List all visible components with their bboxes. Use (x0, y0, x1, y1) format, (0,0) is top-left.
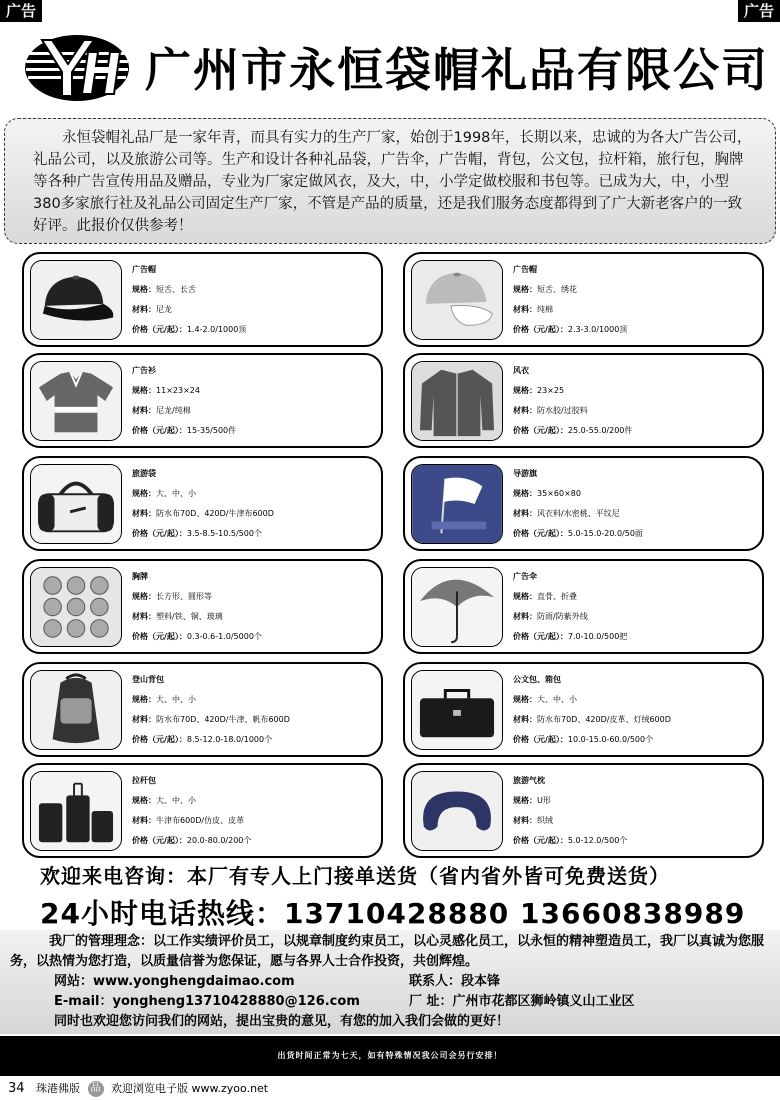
product-material-row (513, 811, 760, 831)
company-name: 广州市永恒袋帽礼品有限公司 (145, 43, 769, 97)
product-material-row (513, 607, 760, 627)
product-card (403, 763, 764, 858)
email-link[interactable]: E-mail：yongheng13710428880@126.com (54, 994, 360, 1009)
product-image (30, 670, 122, 750)
product-spec-row (132, 690, 379, 710)
price-label: 价格（元/起）： (513, 735, 568, 744)
product-image (30, 567, 122, 647)
product-info (132, 260, 379, 340)
product-material-row (513, 300, 760, 320)
footer-site-link[interactable]: www.zyoo.net (191, 1082, 269, 1095)
product-info (513, 567, 760, 647)
product-info (513, 464, 760, 544)
edition-label: 珠港佛版 (36, 1082, 81, 1095)
spec-label: 规格： (132, 489, 156, 498)
material-label: 材料： (132, 816, 156, 825)
spec-label: 规格： (132, 695, 156, 704)
hotline: 24小时电话热线：13710428880 13660838989 (40, 897, 746, 930)
product-spec: 短舌、绣花 (537, 285, 577, 294)
spec-label: 规格： (513, 386, 537, 395)
spec-label: 规格： (513, 285, 537, 294)
material-label: 材料： (132, 406, 156, 415)
product-price: 20.0-80.0/200个 (186, 836, 252, 845)
product-spec: 23×25 (537, 386, 565, 395)
material-label: 材料： (132, 715, 156, 724)
price-label: 价格（元/起）： (132, 529, 187, 538)
product-material: 防水布70D、420D/牛津布600D (156, 509, 274, 518)
spec-label: 规格： (513, 489, 537, 498)
product-price: 10.0-15.0-60.0/500个 (567, 735, 654, 744)
guide-flag-icon (412, 465, 502, 543)
product-material: 尼龙/纯棉 (156, 406, 191, 415)
product-price: 8.5-12.0-18.0/1000个 (186, 735, 273, 744)
product-name: 广告伞 (513, 572, 537, 581)
contact-person: 联系人：段本锋 (409, 974, 501, 989)
product-price: 5.0-15.0-20.0/50面 (567, 529, 643, 538)
product-material-row (132, 811, 379, 831)
product-spec-row (132, 484, 379, 504)
material-label: 材料： (513, 305, 537, 314)
product-spec-row (513, 791, 760, 811)
management-philosophy (0, 930, 780, 1034)
product-spec-row (132, 381, 379, 401)
product-spec-row (513, 280, 760, 300)
product-price-row (132, 320, 379, 340)
product-material: 防水胶/过胶料 (537, 406, 588, 415)
product-price: 7.0-10.0/500把 (567, 632, 628, 641)
product-price-row (132, 421, 379, 441)
product-price-row (132, 730, 379, 750)
product-info (513, 260, 760, 340)
price-label: 价格（元/起）： (513, 632, 568, 641)
company-intro (4, 118, 776, 244)
product-material: 织绒 (537, 816, 553, 825)
product-spec: U形 (537, 796, 551, 805)
product-material: 风衣料/水密桃、平纹尼 (537, 509, 620, 518)
product-card (22, 353, 383, 448)
product-price: 25.0-55.0/200件 (567, 426, 633, 435)
product-spec-row (132, 791, 379, 811)
product-info (132, 771, 379, 851)
product-price: 5.0-12.0/500个 (567, 836, 628, 845)
contact-line: 欢迎来电咨询：本厂有专人上门接单送货（省内省外皆可免费送货） (40, 864, 670, 888)
badges-icon (31, 568, 121, 646)
product-material: 塑料/铁、铜、玻璃 (156, 612, 223, 621)
product-image (411, 361, 503, 441)
product-card (22, 559, 383, 654)
intro-text: 永恒袋帽礼品厂是一家年青，而具有实力的生产厂家，始创于1998年，长期以来，忠诚的为各大广告公司，礼品公司，以及旅游公司等。生产和设计各种礼品袋，广告伞，广告帽，背包，公文包，拉杆箱，旅行包，胸牌等各种广告宣传用品及赠品，专业为厂家定做风衣，及大，中，小学定做校服和书包等。已成为大，中，小型380多家旅行社及礼品公司固定生产厂家，不管是产品的质量，还是我们服务态度都得到了广大新老客户的一致好评。此报价仅供参考！ (33, 130, 752, 234)
cap-dark-icon (31, 261, 121, 339)
neck-pillow-icon (412, 772, 502, 850)
product-price-row (513, 627, 760, 647)
product-image (30, 260, 122, 340)
philosophy-text: 我厂的管理理念：以工作实绩评价员工，以规章制度约束员工，以心灵感化员工，以永恒的精神塑造员工，我厂以真诚为您服务，以热情为您打造，以质量信誉为您保证，愿与各界人士合作投资，共创辉煌。 (10, 934, 765, 969)
backpack-icon (31, 671, 121, 749)
product-card (403, 252, 764, 347)
product-name: 旅游气枕 (513, 776, 545, 785)
product-spec-row (513, 381, 760, 401)
price-label: 价格（元/起）： (513, 529, 568, 538)
product-material: 防水布70D、420D/皮革、灯绒600D (537, 715, 671, 724)
polo-shirt-icon (31, 362, 121, 440)
product-price-row (513, 320, 760, 340)
material-label: 材料： (132, 509, 156, 518)
product-spec: 大、中、小 (156, 796, 196, 805)
material-label: 材料： (513, 715, 537, 724)
company-logo (22, 32, 132, 104)
product-material-row (513, 710, 760, 730)
product-price: 15-35/500件 (186, 426, 237, 435)
product-spec-row (132, 280, 379, 300)
product-spec: 11×23×24 (156, 386, 200, 395)
windbreaker-icon (412, 362, 502, 440)
umbrella-icon (412, 568, 502, 646)
price-label: 价格（元/起）： (132, 735, 187, 744)
material-label: 材料： (132, 612, 156, 621)
product-spec: 短舌、长舌 (156, 285, 196, 294)
material-label: 材料： (513, 406, 537, 415)
product-price: 0.3-0.6-1.0/5000个 (186, 632, 262, 641)
product-price-row (132, 831, 379, 851)
page-footer (0, 1078, 780, 1100)
shipping-banner: 出货时间正常为七天，如有特殊情况我公司会另行安排！ (0, 1036, 780, 1076)
product-spec-row (513, 484, 760, 504)
product-material: 尼龙 (156, 305, 172, 314)
product-spec: 大、中、小 (537, 695, 577, 704)
material-label: 材料： (513, 509, 537, 518)
price-label: 价格（元/起）： (513, 426, 568, 435)
product-material: 纯棉 (537, 305, 553, 314)
product-name: 拉杆包 (132, 776, 156, 785)
product-material-row (513, 401, 760, 421)
product-name: 胸牌 (132, 572, 148, 581)
product-card (22, 252, 383, 347)
product-image (30, 464, 122, 544)
page-number: 34 (8, 1081, 25, 1096)
product-image (411, 260, 503, 340)
product-material: 牛津布600D/仿皮、皮革 (156, 816, 245, 825)
product-price-row (132, 524, 379, 544)
spec-label: 规格： (513, 695, 537, 704)
product-material-row (132, 401, 379, 421)
product-material-row (513, 504, 760, 524)
product-material-row (132, 607, 379, 627)
address: 厂 址：广州市花都区狮岭镇义山工业区 (409, 994, 635, 1009)
product-name: 旅游袋 (132, 469, 156, 478)
product-name: 广告帽 (513, 265, 537, 274)
spec-label: 规格： (132, 592, 156, 601)
spec-label: 规格： (513, 592, 537, 601)
travel-bag-icon (31, 465, 121, 543)
product-price: 2.3-3.0/1000顶 (567, 325, 628, 334)
product-material-row (132, 710, 379, 730)
product-spec: 大、中、小 (156, 695, 196, 704)
product-info (513, 771, 760, 851)
product-card (22, 763, 383, 858)
yh-logo-icon (22, 32, 132, 104)
product-image (411, 670, 503, 750)
product-price-row (132, 627, 379, 647)
price-label: 价格（元/起）： (132, 325, 187, 334)
product-card (403, 662, 764, 757)
product-image (30, 771, 122, 851)
product-card (403, 456, 764, 551)
welcome-text: 同时也欢迎您访问我们的网站，提出宝贵的意见，有您的加入我们会做的更好！ (54, 1014, 510, 1029)
ad-tag-left: 广告 (0, 0, 42, 22)
product-spec: 35×60×80 (537, 489, 581, 498)
product-price: 1.4-2.0/1000顶 (186, 325, 247, 334)
price-label: 价格（元/起）： (513, 325, 568, 334)
product-material: 防雨/防紫外线 (537, 612, 588, 621)
product-image (411, 771, 503, 851)
product-card (22, 662, 383, 757)
product-image (411, 464, 503, 544)
spec-label: 规格： (132, 386, 156, 395)
product-info (132, 361, 379, 441)
product-spec: 直骨、折叠 (537, 592, 577, 601)
product-info (132, 464, 379, 544)
price-label: 价格（元/起）： (132, 426, 187, 435)
product-name: 广告帽 (132, 265, 156, 274)
spec-label: 规格： (132, 796, 156, 805)
product-price-row (513, 831, 760, 851)
spec-label: 规格： (513, 796, 537, 805)
product-card (403, 353, 764, 448)
briefcase-icon (412, 671, 502, 749)
product-price-row (513, 730, 760, 750)
product-info (513, 670, 760, 750)
website-link[interactable]: 网站：www.yonghengdaimao.com (54, 974, 295, 989)
product-name: 广告衫 (132, 366, 156, 375)
price-label: 价格（元/起）： (513, 836, 568, 845)
header (0, 22, 780, 112)
ad-tag-right: 广告 (738, 0, 780, 22)
price-label: 价格（元/起）： (132, 632, 187, 641)
spec-label: 规格： (132, 285, 156, 294)
product-name: 导游旗 (513, 469, 537, 478)
product-info (132, 567, 379, 647)
product-card (403, 559, 764, 654)
product-spec-row (513, 587, 760, 607)
product-price: 3.5-8.5-10.5/500个 (186, 529, 262, 538)
product-card (22, 456, 383, 551)
product-name: 风衣 (513, 366, 529, 375)
product-image (411, 567, 503, 647)
product-info (513, 361, 760, 441)
product-spec: 长方形、圆形等 (156, 592, 212, 601)
product-image (30, 361, 122, 441)
product-spec: 大、中、小 (156, 489, 196, 498)
product-price-row (513, 524, 760, 544)
publisher-logo-icon: 品 (88, 1081, 104, 1097)
browse-label: 欢迎浏览电子版 (111, 1082, 189, 1095)
product-material-row (132, 300, 379, 320)
product-spec-row (513, 690, 760, 710)
product-material: 防水布70D、420D/牛津、帆布600D (156, 715, 290, 724)
price-label: 价格（元/起）： (132, 836, 187, 845)
product-price-row (513, 421, 760, 441)
product-info (132, 670, 379, 750)
material-label: 材料： (513, 816, 537, 825)
material-label: 材料： (513, 612, 537, 621)
product-material-row (132, 504, 379, 524)
luggage-icon (31, 772, 121, 850)
product-name: 公文包、箱包 (513, 675, 561, 684)
material-label: 材料： (132, 305, 156, 314)
product-spec-row (132, 587, 379, 607)
cap-light-icon (412, 261, 502, 339)
product-name: 登山背包 (132, 675, 164, 684)
